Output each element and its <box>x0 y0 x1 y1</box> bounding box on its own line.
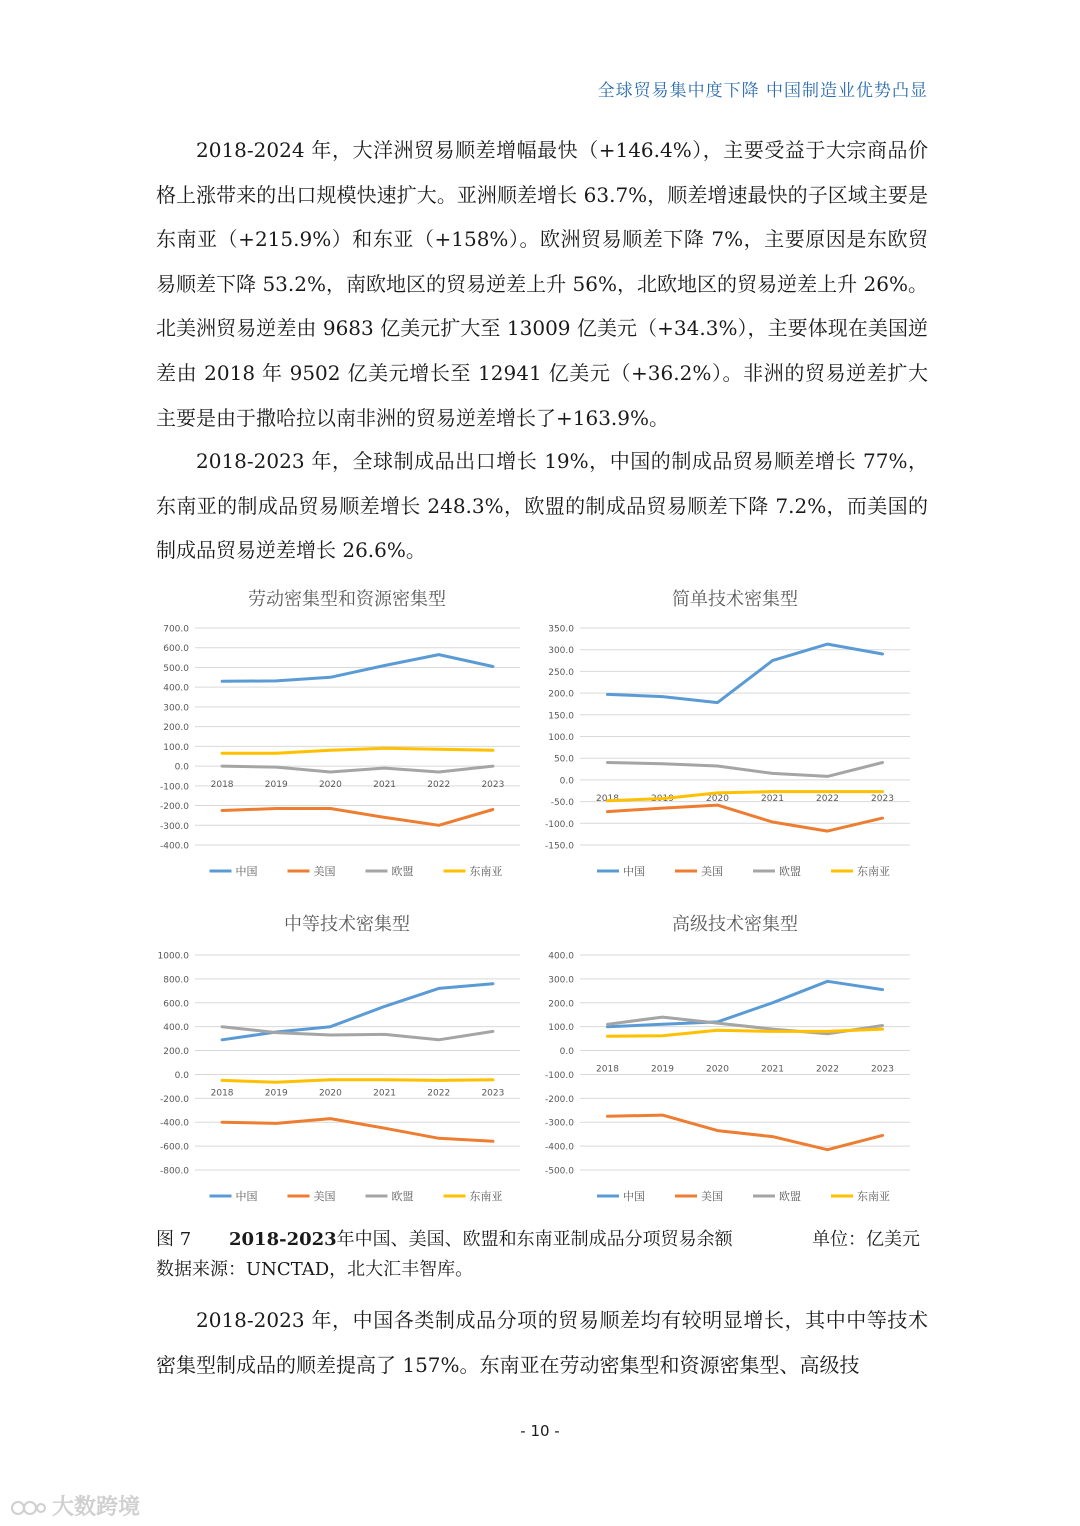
legend-label: 东南亚 <box>469 1190 503 1203</box>
legend-label: 东南亚 <box>469 865 503 878</box>
x-tick-label: 2022 <box>816 1064 839 1075</box>
y-tick-label: 300.0 <box>548 975 574 986</box>
paragraph-china-categories: 2018-2023 年，中国各类制成品分项的贸易顺差均有较明显增长，其中中等技术密集型制成品的顺差提高了 157%。东南亚在劳动密集型和资源密集型、高级技 <box>156 1308 928 1377</box>
y-tick-label: 0.0 <box>174 1070 189 1081</box>
y-tick-label: 0.0 <box>174 762 189 773</box>
x-tick-label: 2018 <box>210 780 234 791</box>
y-tick-label: 200.0 <box>163 1047 189 1058</box>
y-tick-label: 300.0 <box>163 703 189 714</box>
y-tick-label: -400.0 <box>544 1142 574 1153</box>
series-line-中国 <box>608 644 883 703</box>
y-tick-label: -300.0 <box>159 821 189 832</box>
y-tick-label: -150.0 <box>544 841 574 852</box>
chart-title: 简单技术密集型 <box>672 589 798 610</box>
x-tick-label: 2020 <box>318 780 342 791</box>
x-tick-label: 2020 <box>706 793 729 804</box>
y-tick-label: -200.0 <box>159 1094 189 1105</box>
y-tick-label: 500.0 <box>163 663 189 674</box>
watermark <box>10 1490 140 1521</box>
x-tick-label: 2019 <box>651 1064 674 1075</box>
running-header-title: 全球贸易集中度下降 中国制造业优势凸显 <box>597 81 928 101</box>
y-tick-label: 100.0 <box>548 1023 574 1034</box>
chart-labor-resource-intensive <box>150 575 530 895</box>
paragraph-manufactured-goods: 2018-2023 年，全球制成品出口增长 19%，中国的制成品贸易顺差增长 77%，东南亚的制成品贸易顺差增长 248.3%，欧盟的制成品贸易顺差下降 7.2%，而美国的制成品贸易逆差增长 26.6%。 <box>156 449 928 563</box>
y-tick-label: 300.0 <box>548 646 574 657</box>
x-tick-label: 2023 <box>481 780 505 791</box>
x-tick-label: 2021 <box>761 793 784 804</box>
legend-label: 美国 <box>313 865 336 878</box>
x-tick-label: 2019 <box>264 780 288 791</box>
series-line-东南亚 <box>608 792 883 801</box>
legend-label: 中国 <box>235 1190 258 1203</box>
y-tick-label: 50.0 <box>553 754 574 765</box>
x-tick-label: 2022 <box>427 780 451 791</box>
legend-label: 欧盟 <box>779 865 801 878</box>
series-line-欧盟 <box>608 763 883 777</box>
series-line-美国 <box>608 805 883 831</box>
y-tick-label: 1000.0 <box>157 951 189 962</box>
x-tick-label: 2023 <box>871 793 894 804</box>
watermark-logo-icon <box>10 1499 46 1517</box>
series-line-东南亚 <box>222 748 493 753</box>
y-tick-label: -100.0 <box>544 1070 574 1081</box>
x-tick-label: 2020 <box>318 1088 342 1099</box>
paragraph-regional-balance: 2018-2024 年，大洋洲贸易顺差增幅最快（+146.4%），主要受益于大宗商品价格上涨带来的出口规模快速扩大。亚洲顺差增长 63.7%，顺差增速最快的子区域主要是东南亚（+215.9%）和东亚（+158%）。欧洲贸易顺差下降 7%，主要原因是东欧贸易顺差下降 53.2%，南欧地区的贸易逆差上升 56%，北欧地区的贸易逆差上升 26%。北美洲贸易逆差由 9683 亿美元扩大至 13009 亿美元（+34.3%），主要体现在美国逆差由 2018 年 9502 亿美元增长至 12941 亿美元（+36.2%）。非洲的贸易逆差扩大主要是由于撒哈拉以南非洲的贸易逆差增长了+163.9%。 <box>156 138 928 430</box>
legend-label: 东南亚 <box>857 1190 890 1203</box>
y-tick-label: -400.0 <box>159 841 189 852</box>
y-tick-label: 100.0 <box>163 742 189 753</box>
figure-title-rest: 年中国、美国、欧盟和东南亚制成品分项贸易余额 <box>336 1229 733 1250</box>
y-tick-label: 150.0 <box>548 711 574 722</box>
chart-high-tech-intensive <box>535 900 920 1220</box>
x-tick-label: 2023 <box>871 1064 894 1075</box>
x-tick-label: 2019 <box>651 793 674 804</box>
y-tick-label: -100.0 <box>544 819 574 830</box>
y-tick-label: -100.0 <box>159 782 189 793</box>
y-tick-label: 600.0 <box>163 999 189 1010</box>
y-tick-label: -600.0 <box>159 1142 189 1153</box>
legend-label: 中国 <box>623 865 645 878</box>
y-tick-label: -50.0 <box>550 798 574 809</box>
figure-source: 数据来源：UNCTAD，北大汇丰智库。 <box>156 1259 474 1280</box>
chart-title: 中等技术密集型 <box>284 914 410 935</box>
chart-simple-tech-intensive <box>535 575 920 895</box>
chart-medium-tech-intensive <box>150 900 530 1220</box>
y-tick-label: 0.0 <box>559 1047 574 1058</box>
y-tick-label: 600.0 <box>163 644 189 655</box>
x-tick-label: 2020 <box>706 1064 729 1075</box>
x-tick-label: 2022 <box>816 793 839 804</box>
y-tick-label: 200.0 <box>548 999 574 1010</box>
x-tick-label: 2022 <box>427 1088 451 1099</box>
y-tick-label: -300.0 <box>544 1118 574 1129</box>
x-tick-label: 2018 <box>596 793 619 804</box>
y-tick-label: -800.0 <box>159 1166 189 1177</box>
y-tick-label: 0.0 <box>559 776 574 787</box>
figure-title-years: 2018-2023 <box>229 1229 337 1250</box>
y-tick-label: 200.0 <box>548 689 574 700</box>
series-line-美国 <box>608 1115 883 1150</box>
y-tick-label: 800.0 <box>163 975 189 986</box>
legend-label: 欧盟 <box>391 1190 414 1203</box>
legend-label: 美国 <box>701 865 723 878</box>
y-tick-label: 400.0 <box>548 951 574 962</box>
legend-label: 美国 <box>701 1190 723 1203</box>
figure-number: 图 7 <box>156 1229 192 1250</box>
x-tick-label: 2023 <box>481 1088 505 1099</box>
y-tick-label: 400.0 <box>163 683 189 694</box>
legend-label: 美国 <box>313 1190 336 1203</box>
series-line-欧盟 <box>222 766 493 772</box>
y-tick-label: 400.0 <box>163 1023 189 1034</box>
y-tick-label: 700.0 <box>163 624 189 635</box>
x-tick-label: 2021 <box>373 1088 397 1099</box>
legend-label: 中国 <box>623 1190 645 1203</box>
y-tick-label: 250.0 <box>548 667 574 678</box>
figure-caption <box>156 1223 928 1253</box>
page-number: - 10 - <box>520 1422 560 1440</box>
y-tick-label: -500.0 <box>544 1166 574 1177</box>
x-tick-label: 2019 <box>264 1088 288 1099</box>
y-tick-label: -200.0 <box>544 1094 574 1105</box>
x-tick-label: 2021 <box>373 780 397 791</box>
y-tick-label: -200.0 <box>159 802 189 813</box>
series-line-美国 <box>222 809 493 826</box>
series-line-东南亚 <box>222 1080 493 1082</box>
legend-label: 中国 <box>235 865 258 878</box>
legend-label: 东南亚 <box>857 865 890 878</box>
x-tick-label: 2021 <box>761 1064 784 1075</box>
chart-title: 劳动密集型和资源密集型 <box>248 589 446 610</box>
y-tick-label: 100.0 <box>548 733 574 743</box>
x-tick-label: 2018 <box>210 1088 234 1099</box>
legend-label: 欧盟 <box>779 1190 801 1203</box>
figure-unit: 单位：亿美元 <box>812 1229 920 1250</box>
y-tick-label: -400.0 <box>159 1118 189 1129</box>
x-tick-label: 2018 <box>596 1064 619 1075</box>
chart-title: 高级技术密集型 <box>672 914 798 935</box>
legend-label: 欧盟 <box>391 865 414 878</box>
y-tick-label: 200.0 <box>163 723 189 734</box>
y-tick-label: 350.0 <box>548 624 574 635</box>
watermark-text: 大数跨境 <box>52 1495 141 1520</box>
figure-title <box>229 1225 733 1251</box>
